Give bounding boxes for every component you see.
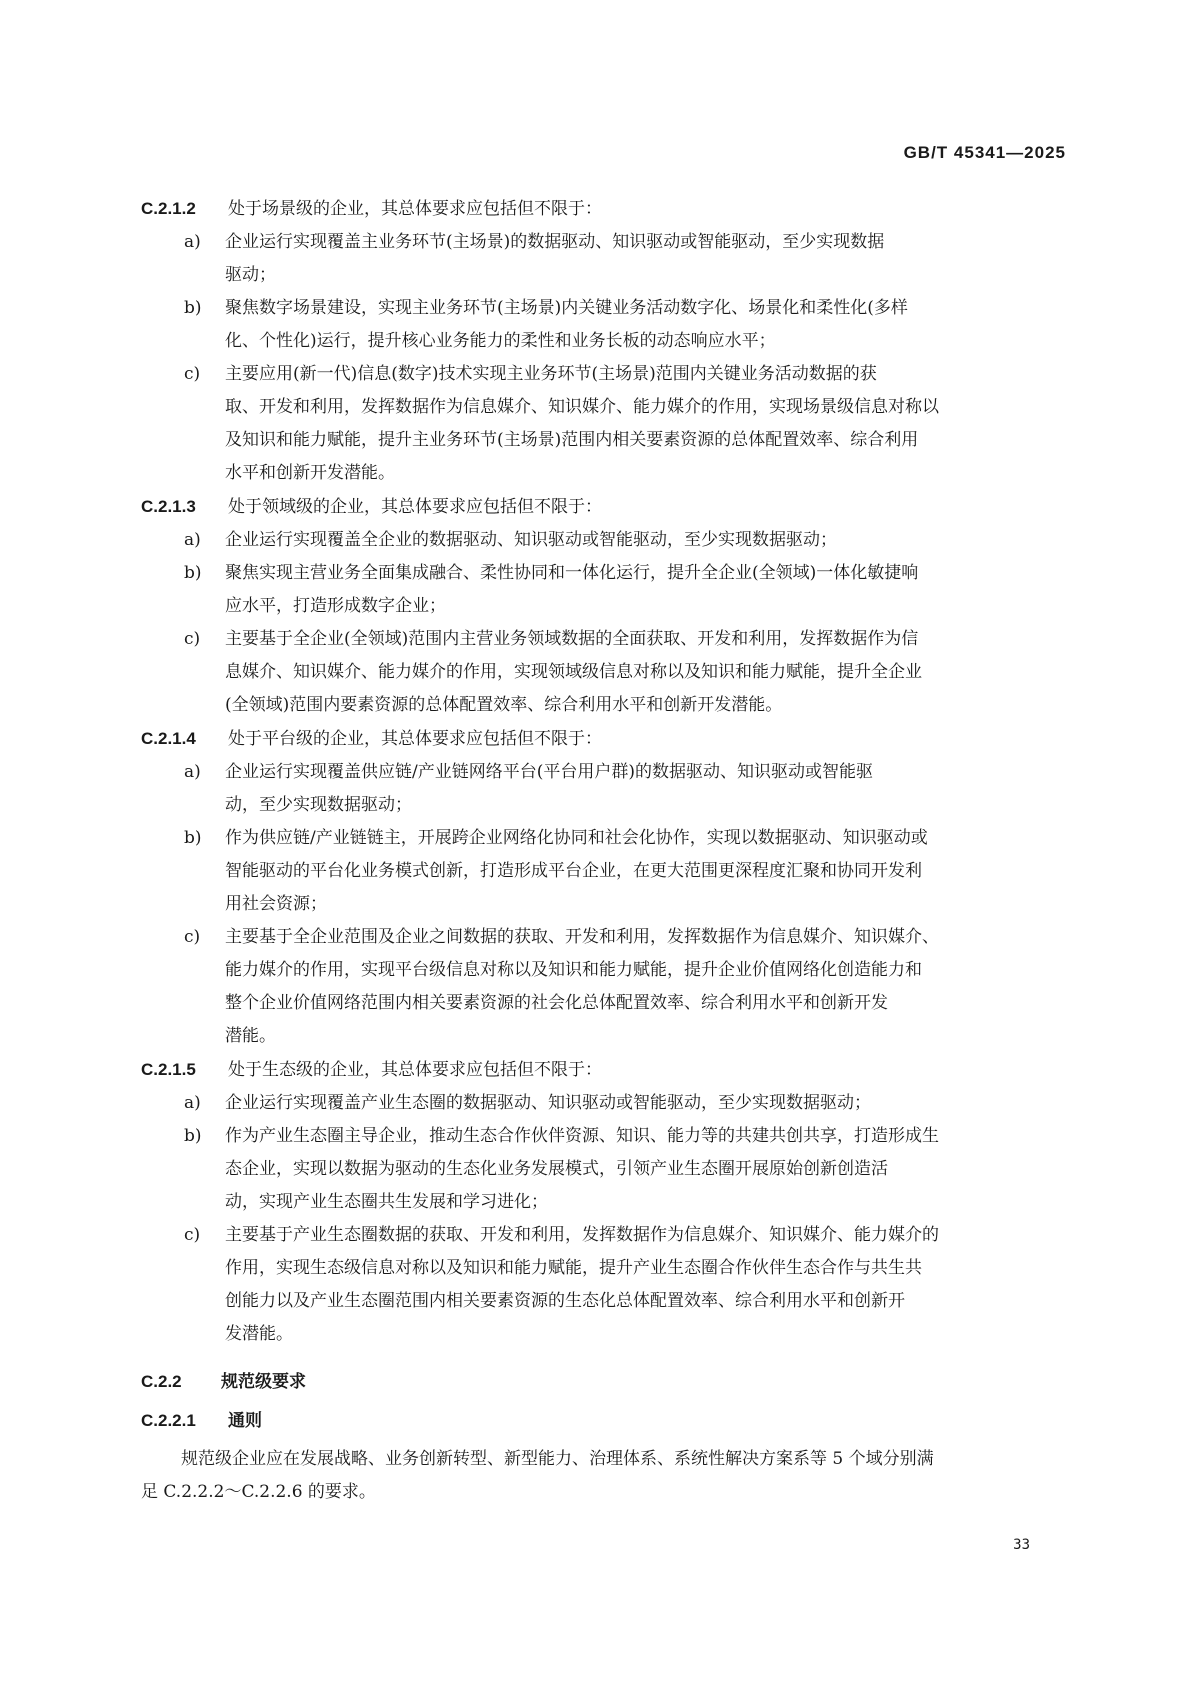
section-title: 通则: [228, 1411, 262, 1430]
list-item: [141, 524, 1058, 557]
list-item-text: 能力媒介的作用，实现平台级信息对称以及知识和能力赋能，提升企业价值网络化创造能力和: [225, 960, 922, 980]
list-item-label: c): [184, 927, 201, 947]
list-item-label: a): [184, 232, 201, 252]
list-item-text: 及知识和能力赋能，提升主业务环节(主场景)范围内相关要素资源的总体配置效率、综合利用: [225, 430, 919, 450]
list-item-continuation: [141, 391, 1058, 424]
standard-number: GB/T 45341—2025: [903, 143, 1066, 162]
list-item-text: 水平和创新开发潜能。: [225, 463, 395, 483]
list-item-text: 企业运行实现覆盖全企业的数据驱动、知识驱动或智能驱动，至少实现数据驱动；: [225, 530, 837, 550]
list-item: [141, 756, 1058, 789]
list-item: [141, 1120, 1058, 1153]
section-number: C.2.2.1: [141, 1411, 196, 1430]
list-item-text: 作为产业生态圈主导企业，推动生态合作伙伴资源、知识、能力等的共建共创共享，打造形成生: [225, 1126, 939, 1146]
list-item-text: 动，实现产业生态圈共生发展和学习进化；: [225, 1192, 548, 1212]
clause-heading: [141, 490, 1058, 524]
list-item-text: 智能驱动的平台化业务模式创新，打造形成平台企业，在更大范围更深程度汇聚和协同开发利: [225, 861, 922, 881]
document-body: [141, 192, 1058, 1509]
clause-heading: [141, 1053, 1058, 1087]
list-item: [141, 358, 1058, 391]
list-item-label: b): [184, 563, 202, 583]
list-item-continuation: [141, 1252, 1058, 1285]
list-item-text: 企业运行实现覆盖主业务环节(主场景)的数据驱动、知识驱动或智能驱动，至少实现数据: [225, 232, 885, 252]
list-item-continuation: [141, 987, 1058, 1020]
list-item-continuation: [141, 1186, 1058, 1219]
list-item-text: 整个企业价值网络范围内相关要素资源的社会化总体配置效率、综合利用水平和创新开发: [225, 993, 888, 1013]
list-item-label: c): [184, 629, 201, 649]
list-item-continuation: [141, 1285, 1058, 1318]
list-item-label: b): [184, 298, 202, 318]
list-item-continuation: [141, 590, 1058, 623]
list-item: [141, 292, 1058, 325]
list-item-text: 作用，实现生态级信息对称以及知识和能力赋能，提升产业生态圈合作伙伴生态合作与共生共: [225, 1258, 922, 1278]
section-title: 规范级要求: [221, 1372, 306, 1391]
clause-number: C.2.1.4: [141, 729, 196, 748]
list-item-text: 主要基于全企业(全领域)范围内主营业务领域数据的全面获取、开发和利用，发挥数据作为信: [225, 629, 919, 649]
list-item-text: 主要应用(新一代)信息(数字)技术实现主业务环节(主场景)范围内关键业务活动数据的获: [225, 364, 877, 384]
section-number: C.2.2: [141, 1372, 182, 1391]
list-item-label: b): [184, 828, 202, 848]
list-item-continuation: [141, 789, 1058, 822]
list-item-continuation: [141, 325, 1058, 358]
list-item-text: 企业运行实现覆盖供应链/产业链网络平台(平台用户群)的数据驱动、知识驱动或智能驱: [225, 762, 873, 782]
list-item-text: 主要基于产业生态圈数据的获取、开发和利用，发挥数据作为信息媒介、知识媒介、能力媒介的: [225, 1225, 939, 1245]
list-item-text: 动，至少实现数据驱动；: [225, 795, 412, 815]
section-heading-c-2-2-1: [141, 1404, 1058, 1437]
list-item: [141, 822, 1058, 855]
list-item-text: 聚焦实现主营业务全面集成融合、柔性协同和一体化运行，提升全企业(全领域)一体化敏捷响: [225, 563, 919, 583]
clause-number: C.2.1.3: [141, 497, 196, 516]
clause-list: [141, 192, 1058, 1351]
clause-number: C.2.1.2: [141, 199, 196, 218]
list-item-text: 用社会资源；: [225, 894, 327, 914]
list-item: [141, 1219, 1058, 1252]
list-item-continuation: [141, 656, 1058, 689]
clause-heading: [141, 192, 1058, 226]
list-item: [141, 921, 1058, 954]
list-item: [141, 557, 1058, 590]
list-item-text: 主要基于全企业范围及企业之间数据的获取、开发和利用，发挥数据作为信息媒介、知识媒介、: [225, 927, 939, 947]
clause-heading: [141, 722, 1058, 756]
list-item-label: a): [184, 762, 201, 782]
list-item-continuation: [141, 954, 1058, 987]
list-item-continuation: [141, 457, 1058, 490]
clause-text: 处于平台级的企业，其总体要求应包括但不限于：: [228, 729, 602, 749]
list-item-continuation: [141, 1318, 1058, 1351]
list-item-continuation: [141, 855, 1058, 888]
list-item-text: 发潜能。: [225, 1324, 293, 1344]
list-item-label: a): [184, 530, 201, 550]
page-number: 33: [1013, 1537, 1030, 1553]
paragraph-line: 足 C.2.2.2～C.2.2.6 的要求。: [141, 1482, 376, 1502]
list-item-text: 取、开发和利用，发挥数据作为信息媒介、知识媒介、能力媒介的作用，实现场景级信息对称以: [225, 397, 939, 417]
clause-text: 处于场景级的企业，其总体要求应包括但不限于：: [228, 199, 602, 219]
list-item-continuation: [141, 424, 1058, 457]
list-item-continuation: [141, 888, 1058, 921]
paragraph-line: 规范级企业应在发展战略、业务创新转型、新型能力、治理体系、系统性解决方案系等 5 个域分别满: [181, 1449, 934, 1469]
list-item-text: 应水平，打造形成数字企业；: [225, 596, 446, 616]
list-item: [141, 226, 1058, 259]
list-item-continuation: [141, 1153, 1058, 1186]
clause-text: 处于领域级的企业，其总体要求应包括但不限于：: [228, 497, 602, 517]
list-item-text: 聚焦数字场景建设，实现主业务环节(主场景)内关键业务活动数字化、场景化和柔性化(多样: [225, 298, 908, 318]
section-heading-c-2-2: [141, 1365, 1058, 1398]
list-item-text: 潜能。: [225, 1026, 276, 1046]
list-item-text: 化、个性化)运行，提升核心业务能力的柔性和业务长板的动态响应水平；: [225, 331, 776, 351]
list-item-label: c): [184, 364, 201, 384]
list-item-text: 态企业，实现以数据为驱动的生态化业务发展模式，引领产业生态圈开展原始创新创造活: [225, 1159, 888, 1179]
list-item-label: b): [184, 1126, 202, 1146]
list-item-text: 作为供应链/产业链链主，开展跨企业网络化协同和社会化协作，实现以数据驱动、知识驱动或: [225, 828, 928, 848]
list-item: [141, 623, 1058, 656]
list-item-text: 驱动；: [225, 265, 276, 285]
clause-text: 处于生态级的企业，其总体要求应包括但不限于：: [228, 1060, 602, 1080]
list-item-label: a): [184, 1093, 201, 1113]
clause-number: C.2.1.5: [141, 1060, 196, 1079]
list-item-text: 创能力以及产业生态圈范围内相关要素资源的生态化总体配置效率、综合利用水平和创新开: [225, 1291, 905, 1311]
list-item-text: 企业运行实现覆盖产业生态圈的数据驱动、知识驱动或智能驱动，至少实现数据驱动；: [225, 1093, 871, 1113]
list-item-continuation: [141, 689, 1058, 722]
list-item-continuation: [141, 259, 1058, 292]
list-item-text: 息媒介、知识媒介、能力媒介的作用，实现领域级信息对称以及知识和能力赋能，提升全企业: [225, 662, 922, 682]
list-item-text: (全领域)范围内要素资源的总体配置效率、综合利用水平和创新开发潜能。: [225, 695, 783, 715]
list-item-label: c): [184, 1225, 201, 1245]
list-item-continuation: [141, 1020, 1058, 1053]
list-item: [141, 1087, 1058, 1120]
